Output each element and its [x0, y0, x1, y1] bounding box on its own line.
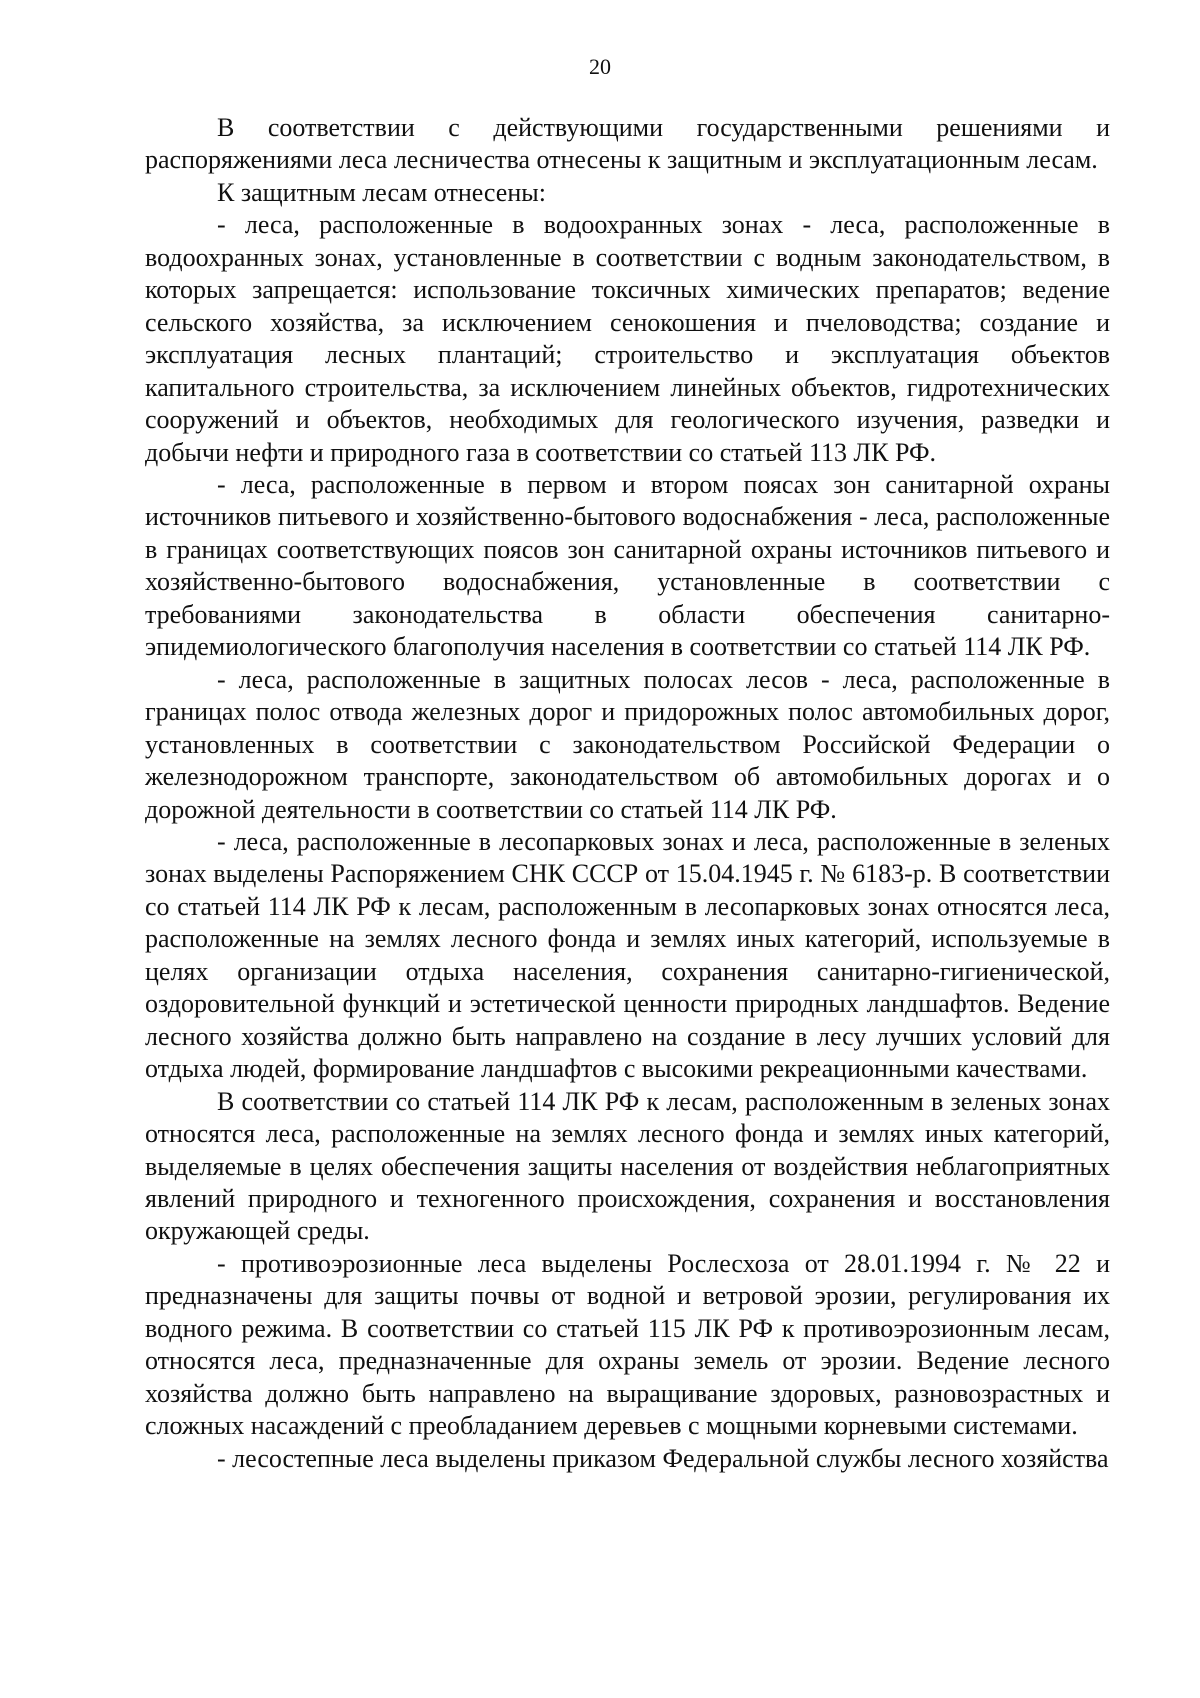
paragraph-green-zones: В соответствии со статьей 114 ЛК РФ к лесам, расположенным в зеленых зонах относятся леса, расположенные на землях лесного фонда и землях иных категорий, выделяемые в целях обеспечения защиты населения от воздействия неблагоприятных явлений природного и техногенного происхождения, сохранения и восстановления окружающей среды. — [145, 1086, 1110, 1246]
paragraph-intro: В соответствии с действующими государственными решениями и распоряжениями леса лесничества отнесены к защитным и эксплуатационным лесам. — [145, 113, 1110, 175]
paragraph-protective-strips: - леса, расположенные в защитных полосах лесов - леса, расположенные в границах полос отвода железных дорог и придорожных полос автомобильных дорог, установленных в соответствии с законодательством Российской Федерации о железнодорожном транспорте, законодательством об автомобильных дорогах и о дорожной деятельности в соответствии со статьей 114 ЛК РФ. — [145, 664, 1110, 824]
paragraph-protective-heading: К защитным лесам отнесены: — [217, 177, 546, 207]
paragraph-water-protection-zones: - леса, расположенные в водоохранных зонах - леса, расположенные в водоохранных зонах, установленные в соответствии с водным законодательством, в которых запрещается: использование токсичных химических препаратов; ведение сельского хозяйства, за исключением сенокошения и пчеловодства; создание и эксплуатация лесных плантаций; строительство и эксплуатация объектов капитального строительства, за исключением линейных объектов, гидротехнических сооружений и объектов, необходимых для геологического изучения, разведки и добычи нефти и природного газа в соответствии со статьей 113 ЛК РФ. — [145, 210, 1110, 467]
paragraph-sanitary-protection-zones: - леса, расположенные в первом и втором поясах зон санитарной охраны источников питьевого и хозяйственно-бытового водоснабжения - леса, расположенные в границах соответствующих поясов зон санитарной охраны источников питьевого и хозяйственно-бытового водоснабжения, установленные в соответствии с требованиями законодательства в области обеспечения санитарно-эпидемиологического благополучия населения в соответствии со статьей 114 ЛК РФ. — [145, 469, 1110, 662]
paragraph-anti-erosion-forests: - противоэрозионные леса выделены Рослесхоза от 28.01.1994 г. № 22 и предназначены для защиты почвы от водной и ветровой эрозии, регулирования их водного режима. В соответствии со статьей 115 ЛК РФ к противоэрозионным лесам, относятся леса, предназначенные для охраны земель от эрозии. Ведение лесного хозяйства должно быть направлено на выращивание здоровых, разновозрастных и сложных насаждений с преобладанием деревьев с мощными корневыми системами. — [145, 1248, 1110, 1441]
page-number: 20 — [589, 54, 611, 79]
paragraph-forest-steppe-forests: - лесостепные леса выделены приказом Федеральной службы лесного хозяйства — [217, 1443, 1109, 1473]
document-body — [145, 112, 1110, 1475]
paragraph-forest-park-zones: - леса, расположенные в лесопарковых зонах и леса, расположенные в зеленых зонах выделены Распоряжением СНК СССР от 15.04.1945 г. № 6183-р. В соответствии со статьей 114 ЛК РФ к лесам, расположенным в лесопарковых зонах относятся леса, расположенные на землях лесного фонда и землях иных категорий, используемые в целях организации отдыха населения, сохранения санитарно-гигиенической, оздоровительной функций и эстетической ценности природных ландшафтов. Ведение лесного хозяйства должно быть направлено на создание в лесу лучших условий для отдыха людей, формирование ландшафтов с высокими рекреационными качествами. — [145, 826, 1110, 1084]
